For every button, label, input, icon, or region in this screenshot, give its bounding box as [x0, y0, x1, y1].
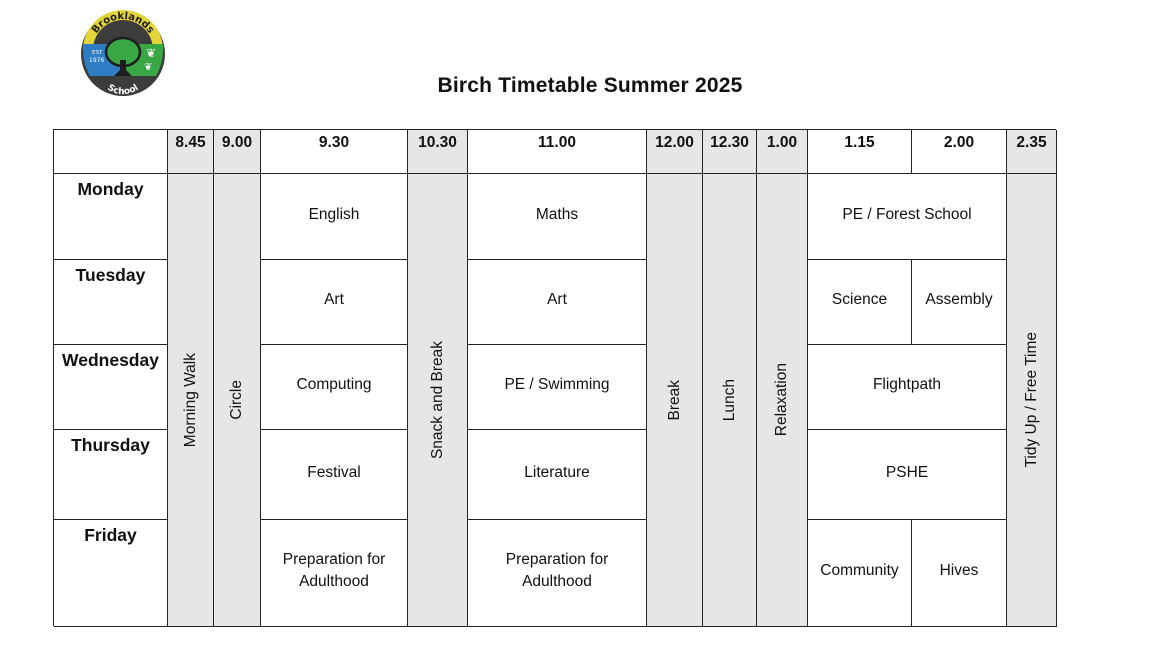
time-header-900: 9.00: [214, 130, 261, 174]
day-label-friday: Friday: [54, 520, 168, 627]
tidy-up-block: [1007, 174, 1057, 627]
day-label-wednesday: Wednesday: [54, 345, 168, 430]
lesson-wednesday-afternoon: Flightpath: [808, 345, 1007, 430]
tidy-up-label: Tidy Up / Free Time: [1022, 332, 1040, 468]
logo-top-text: Brooklands: [90, 10, 157, 36]
snack-break-block: [408, 174, 468, 627]
relaxation-label: Relaxation: [773, 363, 790, 437]
lesson-wednesday-1100: PE / Swimming: [468, 345, 647, 430]
lesson-monday-1100: Maths: [468, 174, 647, 260]
day-label-tuesday: Tuesday: [54, 260, 168, 345]
logo-year-text: 1976: [89, 57, 105, 64]
day-label-monday: Monday: [54, 174, 168, 260]
lesson-friday-930: Preparation for Adulthood: [261, 520, 408, 627]
lunch-label: Lunch: [720, 378, 738, 422]
time-header-235: 2.35: [1007, 130, 1057, 174]
time-header-100: 1.00: [757, 130, 808, 174]
svg-text:❦: ❦: [144, 62, 153, 73]
lesson-friday-1100: Preparation for Adulthood: [468, 520, 647, 627]
lesson-tuesday-115: Science: [808, 260, 912, 345]
circle-block: [214, 174, 261, 627]
lesson-tuesday-200: Assembly: [912, 260, 1007, 345]
lesson-tuesday-1100: Art: [468, 260, 647, 345]
lesson-tuesday-930: Art: [261, 260, 408, 345]
time-header-1100: 11.00: [468, 130, 647, 174]
time-header-1200: 12.00: [647, 130, 703, 174]
lesson-friday-115: Community: [808, 520, 912, 627]
time-header-115: 1.15: [808, 130, 912, 174]
day-label-thursday: Thursday: [54, 430, 168, 520]
break-label: Break: [665, 379, 683, 421]
lesson-monday-afternoon: PE / Forest School: [808, 174, 1007, 260]
relaxation-block: [757, 174, 808, 627]
lesson-monday-930: English: [261, 174, 408, 260]
timetable-grid: [53, 129, 1056, 626]
snack-break-label: Snack and Break: [428, 340, 446, 460]
morning-walk-block: [168, 174, 214, 627]
circle-label: Circle: [228, 380, 245, 420]
time-header-930: 9.30: [261, 130, 408, 174]
lesson-thursday-1100: Literature: [468, 430, 647, 520]
time-header-1230: 12.30: [703, 130, 757, 174]
lesson-wednesday-930: Computing: [261, 345, 408, 430]
lesson-thursday-afternoon: PSHE: [808, 430, 1007, 520]
lunch-block: [703, 174, 757, 627]
time-header-1030: 10.30: [408, 130, 468, 174]
time-header-200: 2.00: [912, 130, 1007, 174]
lesson-thursday-930: Festival: [261, 430, 408, 520]
page-title: Birch Timetable Summer 2025: [437, 74, 743, 97]
break-block: [647, 174, 703, 627]
logo-est-text: EST: [92, 50, 103, 56]
time-header-845: 8.45: [168, 130, 214, 174]
lesson-friday-200: Hives: [912, 520, 1007, 627]
logo-bottom-text: School: [105, 82, 141, 98]
svg-text:❦: ❦: [146, 46, 157, 60]
morning-walk-label: Morning Walk: [181, 352, 199, 448]
corner-cell: [54, 130, 168, 174]
